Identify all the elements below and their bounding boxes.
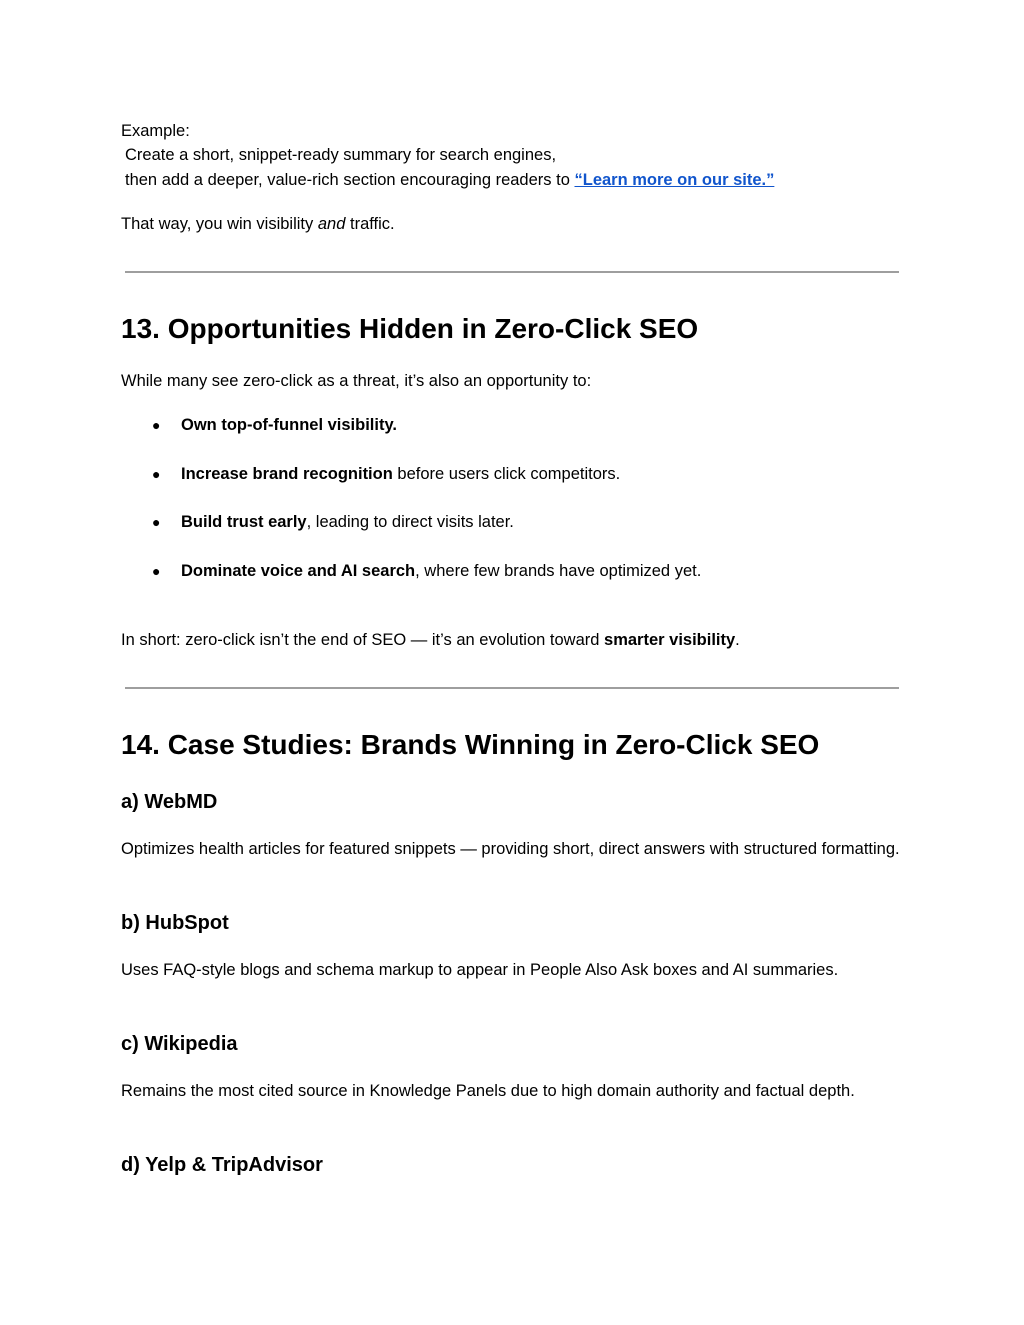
list-item <box>121 559 901 583</box>
bullet-icon: ● <box>152 563 161 579</box>
list-item-rest: , where few brands have optimized yet. <box>415 562 702 580</box>
section-13-title: 13. Opportunities Hidden in Zero-Click SEO <box>121 313 699 344</box>
summary-suffix: . <box>735 631 740 649</box>
section-13-summary <box>121 628 740 652</box>
case-heading-webmd: a) WebMD <box>121 791 218 813</box>
list-item-rest: before users click competitors. <box>392 465 621 483</box>
bullet-icon: ● <box>152 417 161 433</box>
list-item-text <box>181 510 514 534</box>
result-suffix: traffic. <box>349 215 395 233</box>
example-line-2 <box>125 168 774 192</box>
list-item-bold: Increase brand recognition <box>181 465 393 483</box>
result-italic: and <box>317 215 346 233</box>
case-body-webmd: Optimizes health articles for featured snippets — providing short, direct answers with structured formatting. <box>121 840 900 858</box>
list-item-rest: , leading to direct visits later. <box>306 513 514 531</box>
list-item-text <box>181 413 397 437</box>
list-item-bold: Build trust early <box>181 513 307 531</box>
bullet-icon: ● <box>152 466 161 482</box>
list-item-bold: Own top-of-funnel visibility. <box>181 416 398 434</box>
case-body-wikipedia: Remains the most cited source in Knowledge Panels due to high domain authority and factual depth. <box>121 1082 855 1100</box>
result-prefix: That way, you win visibility <box>121 215 314 233</box>
list-item-bold: Dominate voice and AI search <box>181 562 416 580</box>
result-sentence <box>121 212 395 236</box>
list-item-text <box>181 559 701 583</box>
section-divider <box>125 687 899 689</box>
case-heading-wikipedia: c) Wikipedia <box>121 1033 238 1055</box>
list-item <box>121 413 901 437</box>
section-14-title: 14. Case Studies: Brands Winning in Zero-Click SEO <box>121 729 820 760</box>
section-13-lead: While many see zero-click as a threat, it’s also an opportunity to: <box>121 372 592 390</box>
example-label: Example: <box>121 122 190 140</box>
section-divider <box>125 271 899 273</box>
list-item-text <box>181 462 620 486</box>
list-item <box>121 462 901 486</box>
learn-more-link[interactable]: “Learn more on our site.” <box>574 171 775 189</box>
list-item <box>121 510 901 534</box>
summary-prefix: In short: zero-click isn’t the end of SEO — it’s an evolution toward <box>121 631 600 649</box>
case-body-hubspot: Uses FAQ-style blogs and schema markup to appear in People Also Ask boxes and AI summaries. <box>121 961 839 979</box>
example-line-1: Create a short, snippet-ready summary for search engines, <box>125 146 557 164</box>
summary-bold: smarter visibility <box>604 631 736 649</box>
case-heading-yelp-tripadvisor: d) Yelp & TripAdvisor <box>121 1154 323 1176</box>
case-heading-hubspot: b) HubSpot <box>121 912 229 934</box>
example-line-2-text: then add a deeper, value-rich section encouraging readers to <box>125 171 570 189</box>
bullet-icon: ● <box>152 514 161 530</box>
